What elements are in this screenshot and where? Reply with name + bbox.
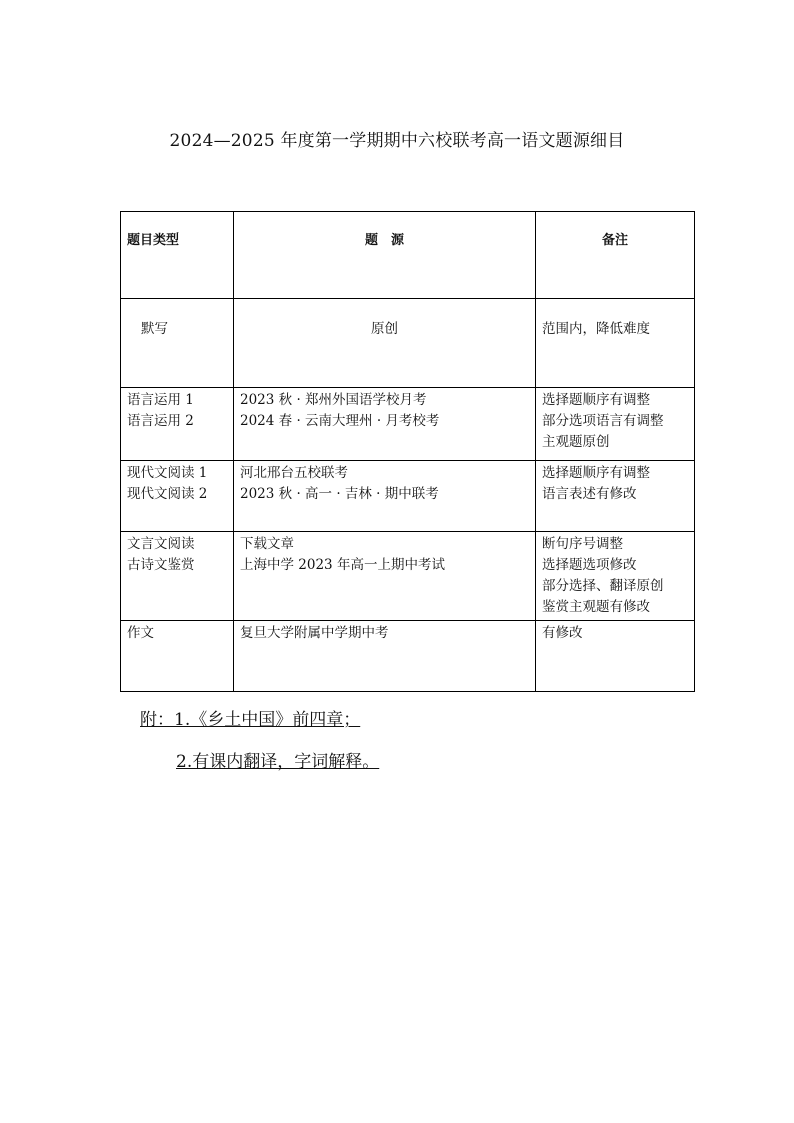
appendix-notes: [140, 708, 380, 772]
cell-text: 断句序号调整: [542, 536, 623, 552]
cell-text: 部分选择、翻译原创: [542, 578, 664, 594]
cell-text: 选择题选项修改: [542, 557, 637, 573]
cell-text: 复旦大学附属中学期中考: [240, 625, 389, 641]
cell-type: [121, 621, 234, 692]
header-question-type: 题目类型: [121, 212, 234, 299]
cell-source: [234, 621, 536, 692]
cell-text: 2024 春 · 云南大理州 · 月考校考: [240, 413, 440, 429]
table-row: [121, 621, 695, 692]
cell-text: 主观题原创: [542, 434, 610, 450]
header-remark: 备注: [536, 212, 695, 299]
cell-source: [234, 299, 536, 388]
cell-text: 原创: [371, 321, 398, 337]
cell-text: 语言表述有修改: [542, 486, 637, 502]
cell-text: 文言文阅读: [127, 536, 195, 552]
cell-text: 古诗文鉴赏: [127, 557, 195, 573]
cell-text: 有修改: [542, 625, 583, 641]
table-row: [121, 388, 695, 461]
cell-source: [234, 532, 536, 621]
cell-source: [234, 461, 536, 532]
cell-text: 现代文阅读 2: [127, 486, 208, 502]
cell-text: 选择题顺序有调整: [542, 392, 650, 408]
cell-source: [234, 388, 536, 461]
cell-text: 鉴赏主观题有修改: [542, 599, 650, 615]
question-source-table: [120, 211, 695, 692]
appendix-line-2: 2.有课内翻译，字词解释。: [176, 752, 380, 772]
table-header-row: [121, 212, 695, 299]
cell-text: 上海中学 2023 年高一上期中考试: [240, 557, 445, 573]
cell-text: 范围内，降低难度: [542, 321, 650, 337]
cell-text: 2023 秋 · 郑州外国语学校月考: [240, 392, 427, 408]
cell-type: [121, 461, 234, 532]
cell-remark: [536, 461, 695, 532]
cell-remark: [536, 299, 695, 388]
cell-remark: [536, 388, 695, 461]
cell-remark: [536, 621, 695, 692]
cell-type: [121, 388, 234, 461]
document-title: 2024—2025 年度第一学期期中六校联考高一语文题源细目: [169, 131, 625, 151]
cell-text: 河北邢台五校联考: [240, 465, 348, 481]
cell-text: 默写: [141, 321, 168, 337]
cell-text: 语言运用 2: [127, 413, 194, 429]
cell-text: 部分选项语言有调整: [542, 413, 664, 429]
header-source: 题 源: [234, 212, 536, 299]
cell-type: [121, 532, 234, 621]
table-row: [121, 299, 695, 388]
cell-text: 下载文章: [240, 536, 294, 552]
cell-text: 语言运用 1: [127, 392, 194, 408]
table-row: [121, 532, 695, 621]
cell-remark: [536, 532, 695, 621]
cell-text: 2023 秋 · 高一 · 吉林 · 期中联考: [240, 486, 439, 502]
appendix-line-1: 附：1.《乡土中国》前四章；: [140, 710, 361, 730]
cell-text: 现代文阅读 1: [127, 465, 208, 481]
cell-type: [121, 299, 234, 388]
cell-text: 选择题顺序有调整: [542, 465, 650, 481]
cell-text: 作文: [127, 625, 154, 641]
table-row: [121, 461, 695, 532]
